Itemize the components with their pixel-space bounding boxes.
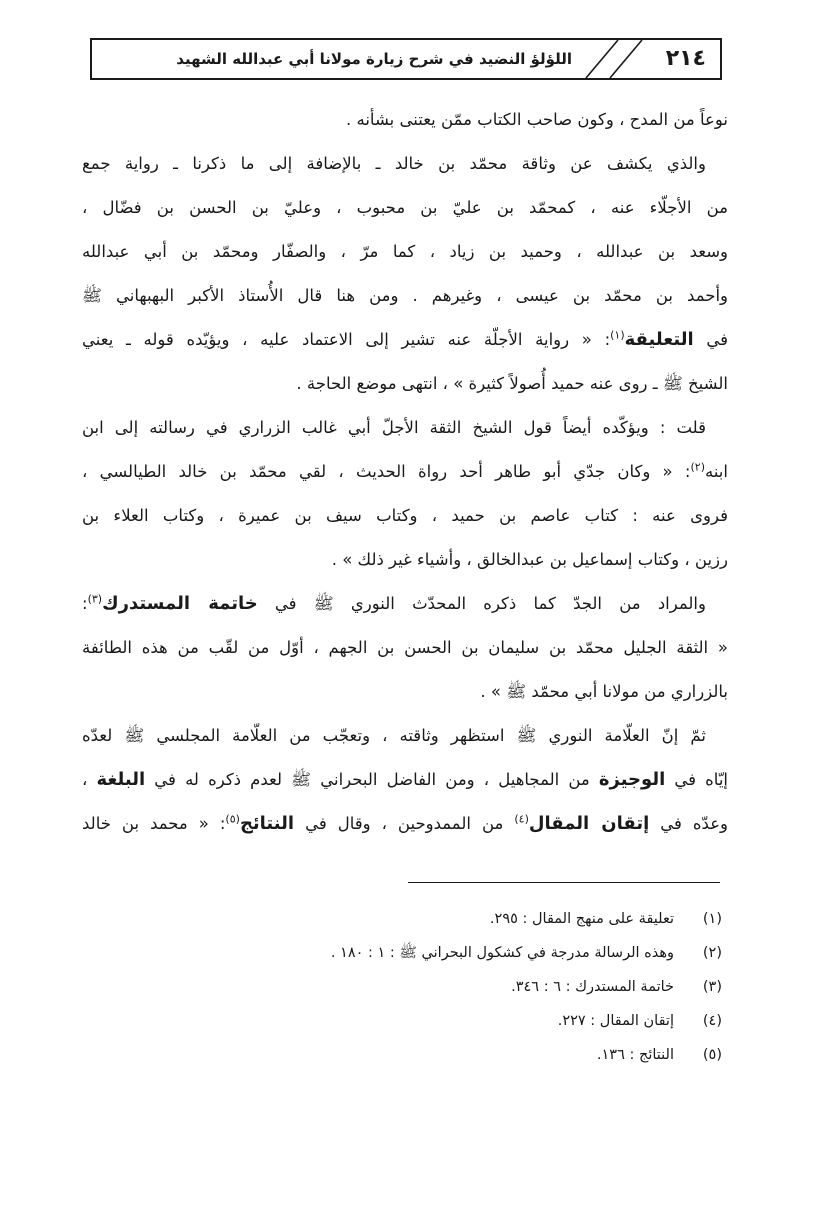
footnote [162, 970, 722, 1004]
text-run: في [693, 330, 728, 349]
footnote [162, 1004, 722, 1038]
page-number: ٢١٤ [665, 46, 706, 71]
book-title-bulgha: البلغة [96, 769, 146, 790]
footnote-ref-4: (٤) [514, 812, 529, 826]
text-line: فروى عنه : كتاب عاصم بن حميد ، وكتاب سيف بن عميرة ، وكتاب العلاء بن [82, 506, 728, 525]
body-text [82, 98, 728, 846]
book-title-itqan: إتقان المقال [528, 813, 650, 834]
footnote-text: خاتمة المستدرك : ٦ : ٣٤٦. [511, 979, 674, 995]
text-line: ثمّ إنّ العلّامة النوري ﷺ استظهر وثاقته ، وتعجّب من العلّامة المجلسي ﷺ لعدّه [82, 726, 706, 745]
text-line [82, 802, 728, 846]
footnote-text: وهذه الرسالة مدرجة في كشكول البحراني ﷺ : ١ : ١٨٠ . [330, 945, 674, 961]
footnote-number: (٥) [702, 1047, 722, 1063]
text-line: وسعد بن عبدالله ، وحميد بن زياد ، كما مرّ ، والصفّار ومحمّد بن أبي عبدالله [82, 242, 728, 261]
footnote-text: إتقان المقال : ٢٢٧. [557, 1013, 674, 1029]
text-run: من المجاهيل ، ومن الفاضل البحراني ﷺ لعدم ذكره له في [145, 770, 599, 789]
footnote-separator [408, 882, 720, 883]
text-line: وأحمد بن محمّد بن عيسى ، وغيرهم . ومن هنا قال الأُستاذ الأكبر البهبهاني ﷺ [82, 286, 728, 305]
footnote-number: (٤) [702, 1013, 722, 1029]
footnote-number: (١) [702, 911, 722, 927]
text-line: الشيخ ﷺ ـ روى عنه حميد أُصولاً كثيرة » ، انتهى موضع الحاجة . [296, 374, 728, 393]
text-run: : « محمد بن خالد [82, 814, 226, 833]
footnote [162, 936, 722, 970]
text-line: نوعاً من المدح ، وكون صاحب الكتاب ممّن يعتنى بشأنه . [345, 110, 728, 129]
text-run: : [82, 594, 88, 613]
text-line: رزين ، وكتاب إسماعيل بن عبدالخالق ، وأشياء غير ذلك » . [331, 550, 728, 569]
footnote-text: النتائج : ١٣٦. [596, 1047, 674, 1063]
text-line: من الأجلّاء عنه ، كمحمّد بن عليّ بن محبوب ، وعليّ بن الحسن بن فضّال ، [82, 198, 728, 217]
text-line [82, 582, 728, 626]
text-run: إيّاه في [665, 770, 728, 789]
header-divider-slashes [574, 40, 654, 78]
book-title-khatima: خاتمة المستدرك [102, 593, 258, 614]
text-line: والذي يكشف عن وثاقة محمّد بن خالد ـ بالإضافة إلى ما ذكرنا ـ رواية جمع [82, 154, 706, 173]
text-run: والمراد من الجدّ كما ذكره المحدّث النوري ﷺ في [257, 594, 706, 613]
text-run: ، [82, 770, 97, 789]
book-title-taliqa: التعليقة [624, 329, 694, 350]
footnote-ref-3: (٣) [87, 592, 103, 606]
text-line [82, 758, 728, 802]
footnote [162, 902, 722, 936]
footnote-number: (٢) [702, 945, 722, 961]
text-run: من الممدوحين ، وقال في [294, 814, 515, 833]
footnotes [162, 902, 722, 1072]
text-line [82, 450, 728, 494]
book-title-nataij: النتائج [239, 813, 295, 834]
text-line: بالزراري من مولانا أبي محمّد ﷺ » . [480, 682, 728, 701]
text-line: « الثقة الجليل محمّد بن سليمان بن الحسن بن الجهم ، أوّل من لقّب من هذه الطائفة [82, 638, 728, 657]
text-line [82, 318, 728, 362]
footnote [162, 1038, 722, 1072]
text-run: : « رواية الأجلّة عنه تشير إلى الاعتماد عليه ، ويؤيّده قوله ـ يعني [82, 330, 611, 349]
footnote-ref-1: (١) [610, 328, 625, 342]
footnote-ref-5: (٥) [225, 812, 240, 826]
running-title: اللؤلؤ النضيد في شرح زيارة مولانا أبي عبدالله الشهيد [176, 50, 572, 68]
text-line: قلت : ويؤكّده أيضاً قول الشيخ الثقة الأجلّ أبي غالب الزراري في رسالته إلى ابن [82, 418, 706, 437]
text-run: ابنه [704, 462, 728, 481]
footnote-text: تعليقة على منهج المقال : ٢٩٥. [489, 911, 674, 927]
running-header [90, 38, 722, 80]
text-run: وعدّه في [649, 814, 728, 833]
text-run: : « وكان جدّي أبو طاهر أحد رواة الحديث ، لقي محمّد بن خالد الطيالسي ، [82, 462, 691, 481]
footnote-number: (٣) [702, 979, 722, 995]
footnote-ref-2: (٢) [690, 460, 705, 474]
book-title-wajiza: الوجيزة [598, 769, 666, 790]
